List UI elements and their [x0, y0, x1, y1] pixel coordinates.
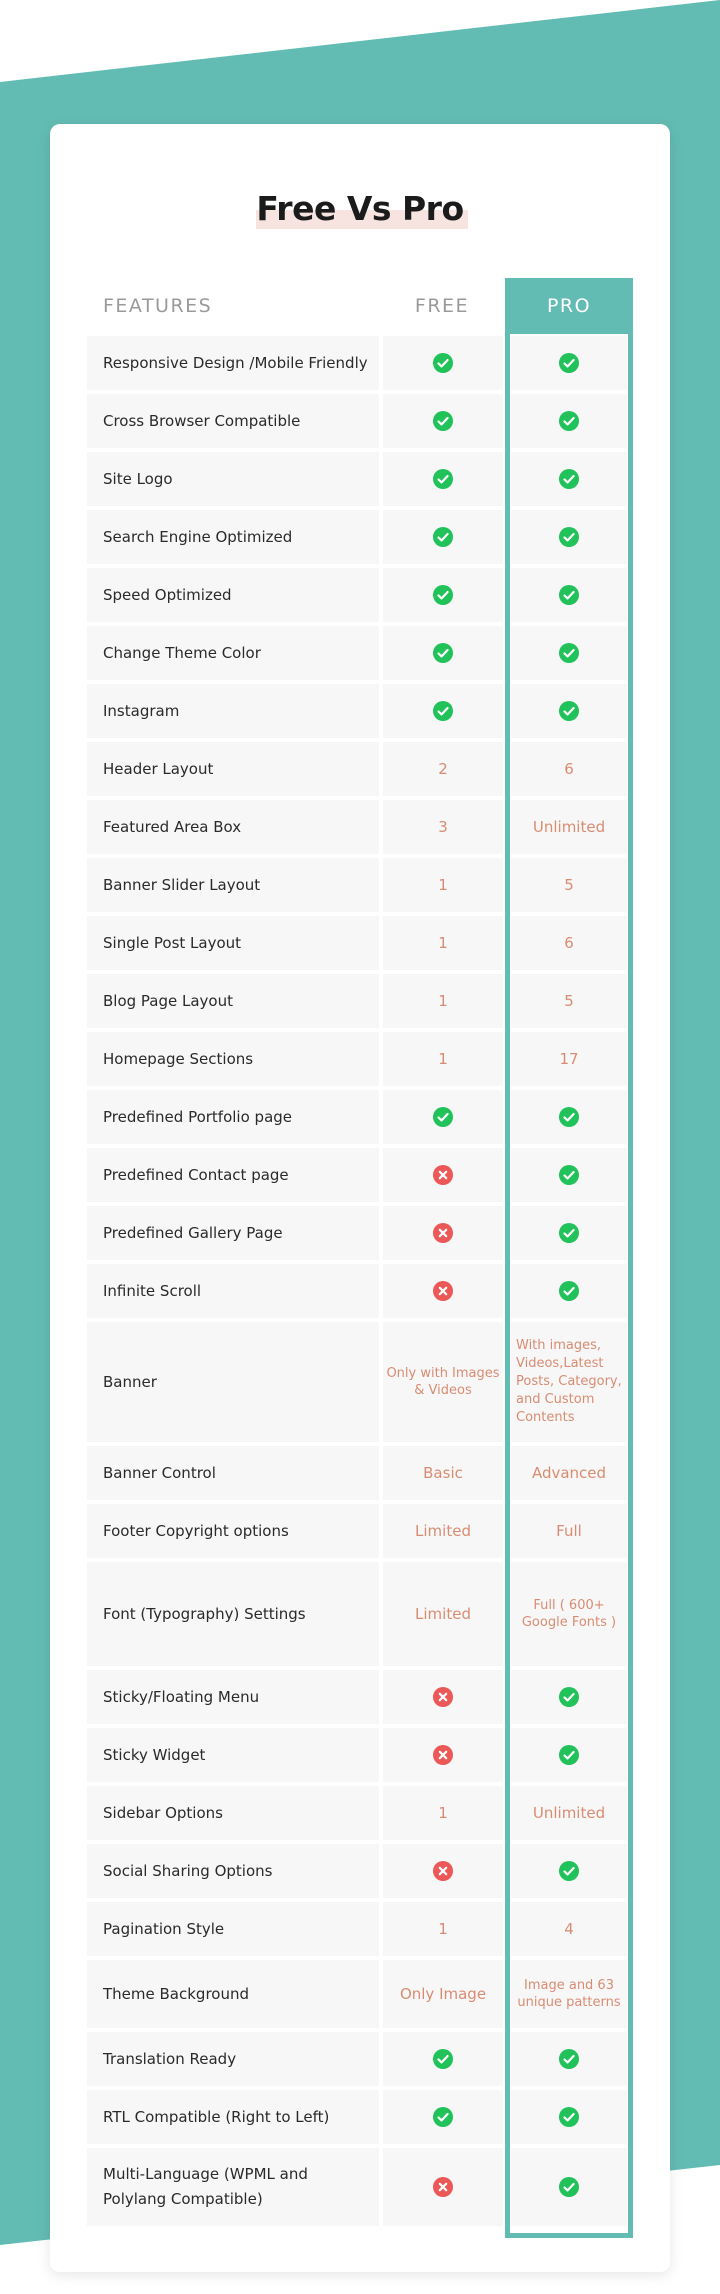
feature-label: Header Layout: [103, 759, 214, 778]
table-row: [87, 1900, 633, 1958]
feature-cell: [87, 452, 379, 506]
pro-cell: [511, 1206, 627, 1260]
pro-cell: [511, 1148, 627, 1202]
check-icon: [433, 1107, 453, 1127]
feature-label: Change Theme Color: [103, 643, 261, 662]
pro-value: Unlimited: [532, 1803, 606, 1822]
free-cell: [383, 1090, 503, 1144]
cross-icon: [433, 1281, 453, 1301]
table-row: [87, 740, 633, 798]
check-icon: [559, 585, 579, 605]
check-icon: [433, 411, 453, 431]
pro-cell: [511, 1960, 627, 2028]
check-icon: [559, 469, 579, 489]
pro-cell: [511, 336, 627, 390]
pro-cell: [511, 1562, 627, 1666]
check-icon: [559, 2107, 579, 2127]
feature-cell: [87, 1090, 379, 1144]
pro-cell: [511, 1504, 627, 1558]
pro-cell: [511, 1446, 627, 1500]
pro-cell: [511, 742, 627, 796]
free-cell: [383, 1206, 503, 1260]
pro-value: 5: [564, 875, 574, 894]
feature-cell: [87, 1032, 379, 1086]
feature-label: Speed Optimized: [103, 585, 232, 604]
check-icon: [559, 2049, 579, 2069]
free-value: Only with Images & Videos: [386, 1366, 500, 1398]
free-value: 1: [438, 933, 448, 952]
free-cell: [383, 1148, 503, 1202]
free-cell: [383, 742, 503, 796]
feature-cell: [87, 510, 379, 564]
page-title: Free Vs Pro: [256, 189, 464, 228]
pro-cell: [511, 626, 627, 680]
feature-cell: [87, 1264, 379, 1318]
table-row: [87, 914, 633, 972]
table-row: [87, 1320, 633, 1444]
feature-label: Sidebar Options: [103, 1803, 223, 1822]
table-row: [87, 334, 633, 392]
feature-label: Search Engine Optimized: [103, 527, 293, 546]
feature-cell: [87, 1844, 379, 1898]
cross-icon: [433, 1745, 453, 1765]
feature-cell: [87, 336, 379, 390]
free-cell: [383, 1844, 503, 1898]
comparison-card: [50, 124, 670, 2272]
check-icon: [433, 2049, 453, 2069]
free-cell: [383, 916, 503, 970]
free-value: 1: [438, 1919, 448, 1938]
feature-cell: [87, 974, 379, 1028]
free-value: 1: [438, 991, 448, 1010]
title-block: [50, 186, 670, 232]
feature-cell: [87, 800, 379, 854]
check-icon: [559, 1861, 579, 1881]
check-icon: [433, 701, 453, 721]
feature-cell: [87, 1206, 379, 1260]
pro-value: 6: [564, 759, 574, 778]
free-value: 3: [438, 817, 448, 836]
pro-cell: [511, 394, 627, 448]
free-cell: [383, 1562, 503, 1666]
free-cell: [383, 452, 503, 506]
check-icon: [559, 1107, 579, 1127]
table-row: [87, 856, 633, 914]
free-value: 1: [438, 1803, 448, 1822]
table-row: [87, 1958, 633, 2030]
feature-cell: [87, 858, 379, 912]
feature-label: Instagram: [103, 701, 180, 720]
check-icon: [559, 353, 579, 373]
feature-cell: [87, 1148, 379, 1202]
check-icon: [559, 1687, 579, 1707]
pro-cell: [511, 1322, 627, 1442]
free-value: Basic: [423, 1463, 463, 1482]
free-value: 2: [438, 759, 448, 778]
cross-icon: [433, 1223, 453, 1243]
feature-cell: [87, 394, 379, 448]
pro-cell: [511, 2148, 627, 2226]
cross-icon: [433, 2177, 453, 2197]
feature-label: Responsive Design /Mobile Friendly: [103, 353, 368, 372]
feature-cell: [87, 1960, 379, 2028]
feature-label: Site Logo: [103, 469, 173, 488]
check-icon: [433, 585, 453, 605]
free-cell: [383, 1032, 503, 1086]
feature-cell: [87, 1562, 379, 1666]
free-value: 1: [438, 875, 448, 894]
feature-cell: [87, 1322, 379, 1442]
free-cell: [383, 1786, 503, 1840]
table-row: [87, 1502, 633, 1560]
feature-label: Blog Page Layout: [103, 991, 233, 1010]
table-row: [87, 450, 633, 508]
cross-icon: [433, 1687, 453, 1707]
table-row: [87, 624, 633, 682]
table-row: [87, 2088, 633, 2146]
pro-value: Image and 63 unique patterns: [517, 1978, 621, 2010]
table-row: [87, 1262, 633, 1320]
free-cell: [383, 1504, 503, 1558]
table-row: [87, 972, 633, 1030]
table-row: [87, 798, 633, 856]
free-cell: [383, 684, 503, 738]
feature-cell: [87, 626, 379, 680]
pro-cell: [511, 1032, 627, 1086]
free-cell: [383, 510, 503, 564]
table-row: [87, 1784, 633, 1842]
check-icon: [559, 1223, 579, 1243]
pro-value: Full ( 600+ Google Fonts ): [521, 1598, 617, 1630]
free-value: Limited: [415, 1604, 471, 1623]
feature-cell: [87, 1504, 379, 1558]
pro-cell: [511, 452, 627, 506]
feature-label: Banner Slider Layout: [103, 875, 261, 894]
table-row: [87, 1088, 633, 1146]
feature-cell: [87, 684, 379, 738]
table-row: [87, 1030, 633, 1088]
pro-cell: [511, 2090, 627, 2144]
table-row: [87, 2146, 633, 2228]
free-cell: [383, 974, 503, 1028]
pro-cell: [511, 800, 627, 854]
pro-cell: [511, 684, 627, 738]
feature-label: Footer Copyright options: [103, 1521, 289, 1540]
pro-value: Unlimited: [532, 817, 606, 836]
free-cell: [383, 2090, 503, 2144]
table-row: [87, 1560, 633, 1668]
feature-cell: [87, 742, 379, 796]
table-row: [87, 682, 633, 740]
feature-label: Featured Area Box: [103, 817, 242, 836]
feature-label: Single Post Layout: [103, 933, 242, 952]
check-icon: [559, 643, 579, 663]
table-row: [87, 392, 633, 450]
pro-cell: [511, 858, 627, 912]
table-row: [87, 1842, 633, 1900]
free-cell: [383, 568, 503, 622]
feature-label: Cross Browser Compatible: [103, 411, 301, 430]
feature-label: Banner Control: [103, 1463, 216, 1482]
check-icon: [559, 1165, 579, 1185]
table-row: [87, 1668, 633, 1726]
table-row: [87, 1146, 633, 1204]
table-row: [87, 1444, 633, 1502]
free-cell: [383, 1264, 503, 1318]
check-icon: [559, 1745, 579, 1765]
pro-cell: [511, 1090, 627, 1144]
free-cell: [383, 1902, 503, 1956]
feature-cell: [87, 1446, 379, 1500]
feature-cell: [87, 916, 379, 970]
free-cell: [383, 2032, 503, 2086]
table-row: [87, 508, 633, 566]
feature-label: Infinite Scroll: [103, 1281, 202, 1300]
free-value: 1: [438, 1049, 448, 1068]
check-icon: [559, 527, 579, 547]
pro-cell: [511, 1844, 627, 1898]
feature-label: Banner: [103, 1372, 157, 1391]
pro-value: 5: [564, 991, 574, 1010]
feature-label: Font (Typography) Settings: [103, 1604, 306, 1623]
pro-cell: [511, 2032, 627, 2086]
feature-label: Social Sharing Options: [103, 1861, 273, 1880]
free-cell: [383, 1322, 503, 1442]
free-cell: [383, 1670, 503, 1724]
feature-label: Sticky/Floating Menu: [103, 1687, 260, 1706]
free-cell: [383, 858, 503, 912]
check-icon: [433, 527, 453, 547]
check-icon: [559, 701, 579, 721]
check-icon: [559, 2177, 579, 2197]
check-icon: [433, 643, 453, 663]
feature-cell: [87, 1728, 379, 1782]
free-column-header: FREE: [414, 295, 470, 317]
pro-cell: [511, 1670, 627, 1724]
check-icon: [433, 2107, 453, 2127]
feature-label: RTL Compatible (Right to Left): [103, 2107, 330, 2126]
free-cell: [383, 1446, 503, 1500]
free-cell: [383, 394, 503, 448]
feature-cell: [87, 1786, 379, 1840]
pro-value: With images, Videos,Latest Posts, Category, and Custom Contents: [516, 1338, 622, 1425]
feature-cell: [87, 2032, 379, 2086]
feature-cell: [87, 1902, 379, 1956]
pro-value: 4: [564, 1919, 574, 1938]
free-cell: [383, 1960, 503, 2028]
cross-icon: [433, 1165, 453, 1185]
feature-cell: [87, 1670, 379, 1724]
free-cell: [383, 1728, 503, 1782]
cross-icon: [433, 1861, 453, 1881]
free-cell: [383, 626, 503, 680]
feature-cell: [87, 2090, 379, 2144]
features-column-header: FEATURES: [103, 295, 213, 317]
feature-cell: [87, 2148, 379, 2226]
pro-value: 17: [559, 1049, 579, 1068]
pro-cell: [511, 1786, 627, 1840]
pro-value: Full: [556, 1521, 582, 1540]
pro-value: 6: [564, 933, 574, 952]
check-icon: [559, 411, 579, 431]
check-icon: [559, 1281, 579, 1301]
feature-label: Pagination Style: [103, 1919, 225, 1938]
table-row: [87, 2030, 633, 2088]
feature-label: Predefined Gallery Page: [103, 1223, 283, 1242]
pro-cell: [511, 974, 627, 1028]
pro-cell: [511, 1902, 627, 1956]
free-cell: [383, 336, 503, 390]
feature-label: Theme Background: [103, 1984, 249, 2003]
free-cell: [383, 800, 503, 854]
table-row: [87, 1204, 633, 1262]
check-icon: [433, 469, 453, 489]
feature-label: Predefined Contact page: [103, 1165, 289, 1184]
pro-cell: [511, 1264, 627, 1318]
free-value: Limited: [415, 1521, 471, 1540]
feature-label: Translation Ready: [103, 2049, 237, 2068]
pro-cell: [511, 510, 627, 564]
pro-value: Advanced: [531, 1463, 607, 1482]
feature-label: Homepage Sections: [103, 1049, 254, 1068]
feature-label: Sticky Widget: [103, 1745, 206, 1764]
feature-cell: [87, 568, 379, 622]
feature-label: Multi-Language (WPML and Polylang Compatible): [103, 2165, 308, 2208]
pro-cell: [511, 1728, 627, 1782]
feature-label: Predefined Portfolio page: [103, 1107, 293, 1126]
pro-cell: [511, 916, 627, 970]
table-row: [87, 566, 633, 624]
free-cell: [383, 2148, 503, 2226]
pro-column-header: PRO: [510, 278, 628, 334]
free-value: Only Image: [399, 1984, 487, 2003]
table-row: [87, 1726, 633, 1784]
check-icon: [433, 353, 453, 373]
pro-cell: [511, 568, 627, 622]
